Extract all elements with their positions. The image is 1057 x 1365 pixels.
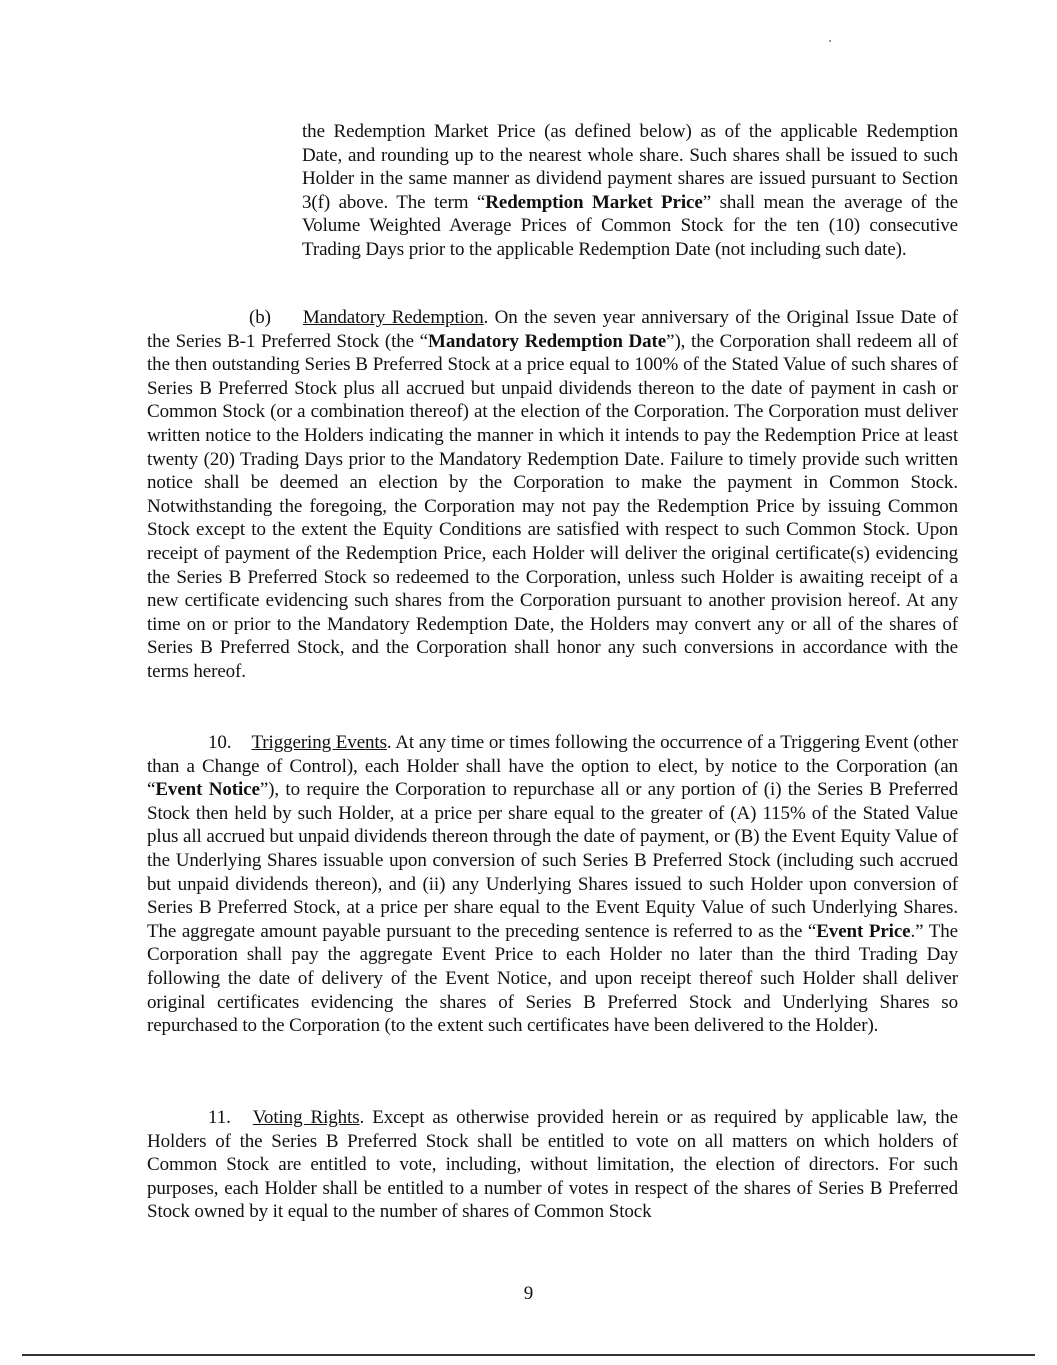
defined-term: Mandatory Redemption Date [428,330,667,352]
paragraph-text: ”), the Corporation shall redeem all of the then outstanding Series B Preferred Stock at a price equal to 100% of the Stated Value of such shares of Series B Preferred Stock plus all accrued but unpaid dividends thereon to the date of payment in cash or Common Stock (or a combination thereof) at the election of the Corporation. The Corporation must deliver written notice to the Holders indicating the manner in which it intends to pay the Redemption Price at least twenty (20) Trading Days prior to the Mandatory Redemption Date. Failure to timely provide such written notice shall be deemed an election by the Corporation to make the payment in Common Stock. Notwithstanding the foregoing, the Corporation may not pay the Redemption Price by issuing Common Stock except to the extent the Equity Conditions are satisfied with respect to such Common Stock. Upon receipt of payment of the Redemption Price, each Holder will deliver the original certificate(s) evidencing the Series B Preferred Stock so redeemed to the Corporation, unless such Holder is awaiting receipt of a new certificate evidencing such shares from the Corporation pursuant to another provision hereof. At any time on or prior to the Mandatory Redemption Date, the Holders may convert any or all of the shares of Series B Preferred Stock, and the Corporation shall honor any such conversions in accordance with the terms hereof. [147,330,959,682]
paragraph-triggering-events [147,731,958,1038]
defined-term: Event Notice [155,779,260,801]
paragraph-text: ” shall mean the average of the Volume Weighted Average Prices of Common Stock for the ten (10) consecutive Trading Days prior to the applicable Redemption Date (not including such date). [302,191,958,260]
paragraph-text: .” The Corporation shall pay the aggregate Event Price to each Holder no later than the third Trading Day following the date of delivery of the Event Notice, and upon receipt thereof such Holder shall deliver original certificates evidencing the shares of Series B Preferred Stock and Underlying Shares so repurchased to the Corporation (to the extent such certificates have been delivered to the Holder). [147,920,958,1037]
bottom-rule [22,1354,1035,1356]
paragraph-text: . Except as otherwise provided herein or as required by applicable law, the Holders of the Series B Preferred Stock shall be entitled to vote on all matters on which holders of Common Stock are entitled to vote, including, without limitation, the election of directors. For such purposes, each Holder shall be entitled to a number of votes in respect of the shares of Series B Preferred Stock owned by it equal to the number of shares of Common Stock [147,1107,959,1223]
section-number: 10. [208,732,232,753]
defined-term: Event Price [816,920,911,942]
section-heading: Mandatory Redemption [302,307,484,328]
paragraph-mandatory-redemption [147,306,958,684]
paragraph-text: the Redemption Market Price (as defined below) as of the applicable Redemption Date, and rounding up to the nearest whole share. Such shares shall be issued to such Holder in the same manner as dividend payment shares are issued pursuant to Section 3(f) above. The term “ [302,121,958,213]
defined-term: Redemption Market Price [485,191,703,213]
page-number: 9 [523,1283,534,1304]
section-label: (b) [249,307,271,328]
paragraph-text: . On the seven year anniversary of the Original Issue Date of the Series B-1 Preferred Stock (the “ [147,307,959,352]
scan-artifact [829,40,831,42]
section-number: 11. [208,1107,231,1128]
paragraph-redemption-market-price [302,120,958,262]
paragraph-voting-rights [147,1106,958,1224]
section-heading: Voting Rights [252,1107,360,1128]
section-heading: Triggering Events [251,732,387,753]
paragraph-text: . At any time or times following the occurrence of a Triggering Event (other than a Change of Control), each Holder shall have the option to elect, by notice to the Corporation (an “ [147,732,958,801]
paragraph-text: ”), to require the Corporation to repurchase all or any portion of (i) the Series B Preferred Stock then held by such Holder, at a price per share equal to the greater of (A) 115% of the Stated Value plus all accrued but unpaid dividends thereon through the date of payment, or (B) the Event Equity Value of the Underlying Shares issuable upon conversion of such Series B Preferred Stock (including such accrued but unpaid dividends thereon), and (ii) any Underlying Shares issued to such Holder upon conversion of Series B Preferred Stock, at a price per share equal to the Event Equity Value of such Underlying Shares. The aggregate amount payable pursuant to the preceding sentence is referred to as the “ [147,779,958,942]
